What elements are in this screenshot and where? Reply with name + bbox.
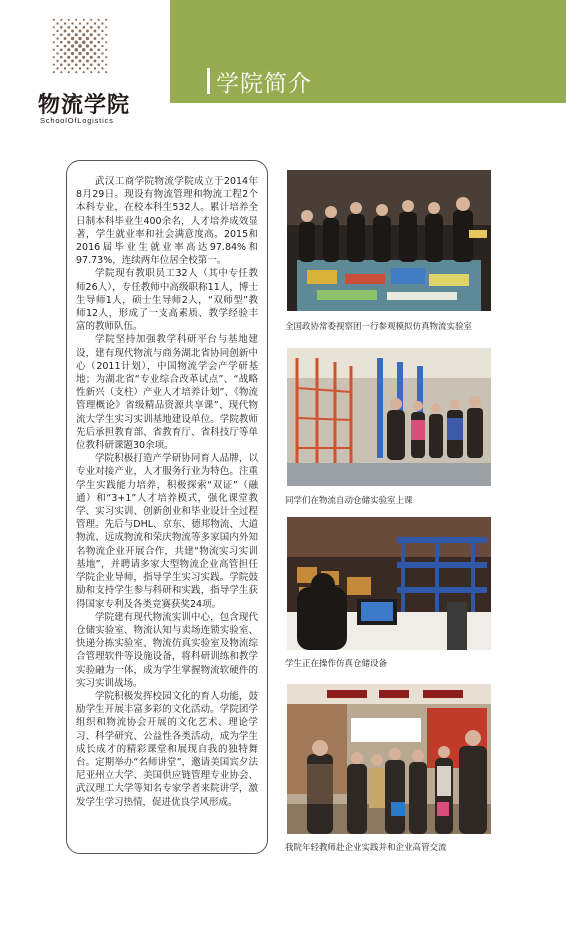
logo-dot [101,60,103,62]
logo-dot [56,37,58,39]
logo-dot [67,63,70,66]
logo-dot [97,26,100,29]
logo-dot [71,44,74,47]
logo-dot [97,41,100,44]
logo-dot [56,30,58,32]
logo-dot [75,33,78,36]
logo-dot [75,71,77,73]
photo-simulation-lab-visit [287,170,491,311]
logo-dot [60,63,63,66]
logo-dot [86,30,89,33]
logo-dot [90,33,93,36]
paragraph-founding: 武汉工商学院物流学院成立于2014年8月29日。现设有物流管理和物流工程2个本科专业，在校本科生532人。累计培养全日制本科毕业生400余名，人才培养成效显著，学生就业率和社会满意度高。2015和2016届毕业生就业率高达97.84%和97.73%，连续两年位居全校第一。 [76,176,258,267]
logo-dot [90,48,93,51]
logo-dot [53,34,55,36]
logo-dot [53,71,55,73]
photo-storage-equipment [287,517,491,650]
logo-dot [64,45,67,48]
logo-dot [67,48,70,51]
logo-dot [75,26,78,29]
logo-dot [105,49,107,51]
logo-dot [101,37,103,39]
logo-dot [60,71,62,73]
logo-dot [98,71,100,73]
logo-dot [82,63,85,66]
logo-dot [105,41,107,43]
logo-dot [94,52,97,55]
logo-dot [94,37,97,40]
logo-dot [83,71,85,73]
logo-dot [90,56,93,59]
logo-dot [105,56,107,58]
logo-dot [94,30,97,33]
logo-dot [105,64,107,66]
logo-dot [90,71,92,73]
photo-automated-warehouse-lab [287,348,491,486]
logo-dot [64,67,66,69]
logo-dot [68,71,70,73]
logo-dot [64,60,67,63]
logo-dot [60,19,62,21]
logo-dot [97,56,100,59]
logo-dot [86,22,88,24]
photo-caption: 同学们在物流自动仓储实验室上课 [285,496,413,506]
paragraph-campus-culture: 学院积极发挥校园文化的育人功能，鼓励学生开展丰富多彩的文化活动。学院团学组织和物流协会开展的文化艺术、理论学习、科学研究、公益性各类活动，成为学生成长成才的精彩课堂和展现自我的独特舞台。定期举办“名师讲堂”，邀请美国宾夕法尼亚州立大学、美国供应链管理专业协会、武汉理工大学等知名专家学者来院讲学，激发学生学习热情，促进优良学风形成。 [76,690,258,808]
logo-dot [60,33,63,36]
logo-dot [79,22,81,24]
logo-dot [67,56,70,59]
logo-dot [82,40,86,44]
logo-dot [64,52,67,55]
logo-dot [82,26,85,29]
logo-dot [56,60,58,62]
logo-icon [40,6,120,86]
logo-dot [53,19,55,21]
logo-dot [82,33,85,36]
logo-subtitle: SchoolOfLogistics [40,116,114,125]
logo-dot [105,71,107,73]
logo-dot [56,67,58,69]
logo-dot [67,26,70,29]
logo-dot [82,48,86,52]
logo-dot [53,26,55,28]
logo-dot [86,52,89,55]
logo-dot [101,52,103,54]
logo-dot [94,67,96,69]
logo-dot [101,45,103,47]
logo-dot [75,56,78,59]
logo-dot [94,22,96,24]
logo-dot [86,37,89,40]
logo-dot [78,52,81,55]
logo-dot [101,30,103,32]
logo-dot [105,19,107,21]
logo-dot [94,45,97,48]
logo-dot [67,33,70,36]
logo-dot [64,30,67,33]
logo-dot [71,37,74,40]
logo-dot [56,45,58,47]
logo-dot [94,60,97,63]
paragraph-platforms: 学院坚持加强教学科研平台与基地建设，建有现代物流与商务湖北省协同创新中心（2011计划），中国物流学会产学研基地；为湖北省“专业综合改革试点”、“战略性新兴（支柱）产业人才培养计划”、《物流管理概论》省级精品资源共享课”、现代物流大学生实习实训基地建设单位。学院教师先后承担教育部、省教育厅、省科技厅等单位教科研课题30余项。 [76,334,258,452]
logo-dot [82,56,85,59]
logo-dot [71,67,73,69]
logo-dot [101,67,103,69]
logo-dot [78,44,82,48]
logo-dot [67,41,70,44]
logo-dot [97,48,100,51]
logo-dot [53,56,55,58]
logo-dot [60,48,63,51]
photo-caption: 学生正在操作仿真仓储设备 [285,659,388,669]
logo-dot [68,19,70,21]
photo-caption: 全国政协常委视察团一行参观模拟仿真物流实验室 [285,322,473,332]
section-title: 学院简介 [216,70,312,97]
logo-dot [74,48,78,52]
logo-dot [86,44,89,47]
section-heading [207,65,312,97]
logo-title: 物流学院 [38,93,131,118]
logo-dot [71,22,73,24]
logo-dot [53,49,55,51]
logo-dot [86,60,89,63]
paragraph-training-center: 学院建有现代物流实训中心，包含现代仓储实验室、物流认知与卖场连锁实验室、快递分拣实验室、物流仿真实验室及物流综合管理软件等设施设备，将科研训练和教学实验融为一体，成为学生掌握物流软硬件的实习实训战场。 [76,611,258,689]
logo-dot [97,33,100,36]
logo-dot [71,52,74,55]
logo-dot [98,19,100,21]
logo-dot [60,26,63,29]
logo-dot [90,41,93,44]
logo-dot [56,52,58,54]
logo-dot [53,64,55,66]
logo-dot [83,19,85,21]
logo-dot [60,56,63,59]
logo-dot [75,63,78,66]
logo-dot [79,60,82,63]
logo-dot [71,60,74,63]
logo-dot [79,30,82,33]
logo-dot [78,37,81,40]
logo-dot [71,30,74,33]
logo-dot [90,19,92,21]
logo-dot [90,26,93,29]
logo-dot [64,37,67,40]
logo-dot [75,19,77,21]
logo-dot [64,22,66,24]
logo-dot [105,34,107,36]
photo-caption: 我院年轻教师赴企业实践并和企业高管交流 [285,843,447,853]
intro-text-box [66,160,268,854]
logo-dot [101,22,103,24]
paragraph-faculty: 学院现有教职员工32人（其中专任教师26人），专任教师中高级职称11人，博士生导师1人，硕士生导师2人，“双师型”教师12人，形成了一支高素质、教学经验丰富的教师队伍。 [76,268,258,333]
logo-dot [97,63,100,66]
logo-dot [56,22,58,24]
logo-dot [90,63,93,66]
title-bar [207,68,210,94]
logo-dot [60,41,63,44]
logo-dot [53,41,55,43]
logo-dot [79,67,81,69]
photo-enterprise-practice [287,684,491,834]
paragraph-cooperation: 学院积极打造产学研协同育人品牌，以专业对接产业，人才服务行业为特色。注重学生实践能力培养，积极探索“双证”（融通）和“3+1”人才培养模式，强化课堂教学、实习实训、创新创业和毕业设计全过程管理。先后与DHL、京东、德邦物流、大道物流、远成物流和荣庆物流等多家国内外知名物流企业开展合作，共建“物流实习实训基地”，并聘请多家大型物流企业高管担任学院企业导师，指导学生实习实践。学院鼓励和支持学生参与科研和实践，指导学生获得国家专利及各类竞赛获奖24项。 [76,453,258,610]
logo-dot [74,40,78,44]
logo-dot [86,67,88,69]
logo-dot [105,26,107,28]
